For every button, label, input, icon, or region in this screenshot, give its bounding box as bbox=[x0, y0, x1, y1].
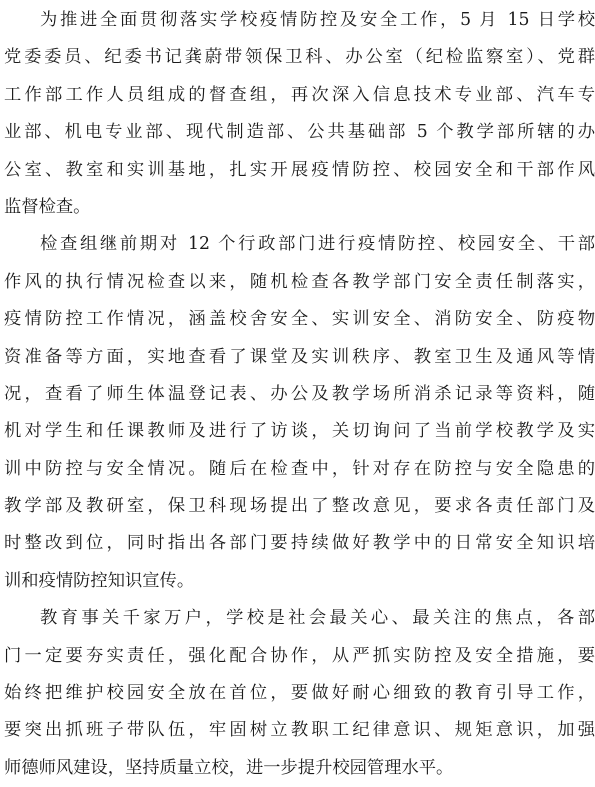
text-line: 师德师风建设，坚持质量立校，进一步提升校园管理水平。 bbox=[4, 757, 454, 778]
paragraph-2 bbox=[4, 226, 595, 600]
text-line: 公室、教室和实训基地，扎实开展疫情防控、校园安全和干部作风 bbox=[4, 159, 595, 180]
text-line: 教育事关千家万户，学校是社会最关心、最关注的焦点，各部 bbox=[40, 608, 595, 629]
text-line: 监督检查。 bbox=[4, 196, 91, 217]
text-line: 要突出抓班子带队伍，牢固树立教职工纪律意识、规矩意识，加强 bbox=[4, 720, 595, 741]
text-line: 工作部工作人员组成的督查组，再次深入信息技术专业部、汽车专 bbox=[4, 84, 595, 105]
text-line: 门一定要夯实责任，强化配合协作，从严抓实防控及安全措施，要 bbox=[4, 645, 595, 666]
text-line: 训和疫情防控知识宣传。 bbox=[4, 570, 195, 591]
text-line: 检查组继前期对 12 个行政部门进行疫情防控、校园安全、干部 bbox=[40, 234, 595, 255]
text-line: 疫情防控工作情况，涵盖校舍安全、实训安全、消防安全、防疫物 bbox=[4, 309, 595, 330]
text-line: 资准备等方面，实地查看了课堂及实训秩序、教室卫生及通风等情 bbox=[4, 346, 595, 367]
text-line: 为推进全面贯彻落实学校疫情防控及安全工作，5 月 15 日学校 bbox=[40, 10, 595, 30]
paragraph-1 bbox=[4, 2, 595, 226]
text-line: 作风的执行情况检查以来，随机检查各教学部门安全责任制落实， bbox=[4, 271, 595, 292]
text-line: 始终把维护校园安全放在首位，要做好耐心细致的教育引导工作， bbox=[4, 683, 595, 704]
text-line: 党委委员、纪委书记龚蔚带领保卫科、办公室（纪检监察室）、党群 bbox=[4, 47, 595, 68]
text-line: 机对学生和任课教师及进行了访谈，关切询问了当前学校教学及实 bbox=[4, 421, 595, 442]
text-line: 业部、机电专业部、现代制造部、公共基础部 5 个教学部所辖的办 bbox=[4, 122, 595, 143]
text-line: 况，查看了师生体温登记表、办公及教学场所消杀记录等资料，随 bbox=[4, 383, 595, 404]
text-line: 时整改到位，同时指出各部门要持续做好教学中的日常安全知识培 bbox=[4, 533, 595, 554]
text-line: 训中防控与安全情况。随后在检查中，针对存在防控与安全隐患的 bbox=[4, 458, 595, 479]
text-line: 教学部及教研室，保卫科现场提出了整改意见，要求各责任部门及 bbox=[4, 496, 595, 517]
paragraph-3 bbox=[4, 600, 595, 787]
